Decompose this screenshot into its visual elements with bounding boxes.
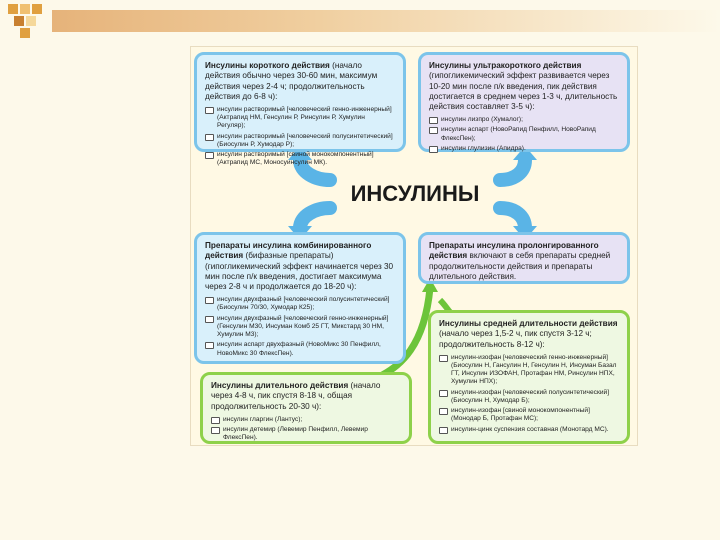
- list-item-text: инсулин растворимый [человеческий генно-инженерный] (Актрапид НМ, Генсулин Р, Ринсулин Р, Хумулин Регуляр);: [217, 106, 392, 130]
- list-item: [429, 116, 619, 124]
- drug-icon: [429, 117, 438, 124]
- long-acting-box: [200, 372, 412, 444]
- list-item: [439, 354, 619, 387]
- biphasic-text: (бифазные препараты) (гипогликемический эффект начинается через 30 мин после п/к введения, достигает максимума через 2-8 ч и продолжается до 18-20 ч):: [205, 251, 394, 291]
- ultra-short-intro: [429, 61, 619, 112]
- long-acting-intro: [211, 381, 401, 412]
- list-item-text: инсулин растворимый [человеческий полусинтетический] (Биосулин Р, Хумодар Р);: [217, 132, 393, 148]
- list-item: [439, 426, 619, 434]
- drug-icon: [439, 355, 448, 362]
- medium-acting-text: (начало через 1,5-2 ч, пик спустя 3-12 ч; продолжительность 8-12 ч):: [439, 329, 592, 349]
- drug-icon: [205, 342, 214, 349]
- short-acting-intro: [205, 61, 395, 102]
- drug-icon: [205, 316, 214, 323]
- drug-icon: [205, 107, 214, 114]
- list-item-text: инсулин глулизин (Апидра).: [441, 144, 526, 152]
- prolonged-intro: [429, 241, 619, 282]
- short-acting-heading: Инсулины короткого действия: [205, 61, 330, 70]
- list-item: [205, 296, 395, 312]
- drug-icon: [205, 152, 214, 159]
- biphasic-box: [194, 232, 406, 364]
- list-item: [205, 151, 395, 167]
- list-item: [205, 133, 395, 149]
- list-item: [205, 341, 395, 357]
- list-item: [439, 407, 619, 423]
- list-item-text: инсулин двухфазный [человеческий генно-инженерный] (Генсулин М30, Инсуман Комб 25 ГТ, Микстард 30 НМ, Хумулин М3);: [217, 314, 389, 339]
- prolonged-text: включают в себя препараты средней продолжительности действия и препараты длительного действия.: [429, 251, 611, 281]
- ultra-short-box: [418, 52, 630, 152]
- drug-icon: [205, 134, 214, 141]
- medium-acting-heading: Инсулины средней длительности действия: [439, 319, 618, 328]
- list-item: [429, 126, 619, 142]
- list-item: [439, 389, 619, 405]
- diagram-title: ИНСУЛИНЫ: [350, 181, 480, 206]
- short-acting-box: [194, 52, 406, 167]
- long-acting-list: [211, 416, 401, 443]
- drug-icon: [429, 146, 438, 153]
- list-item-text: инсулин-изофан [человеческий генно-инженерный] (Биосулин Н, Гансулин Н, Генсулин Н, Инсуман Базал ГТ, Инсулин ИЗОФАН, Протафан НМ, Ринсулин НПХ, Хумулин НПХ);: [451, 353, 617, 386]
- list-item: [205, 315, 395, 340]
- medium-acting-intro: [439, 319, 619, 350]
- prolonged-heading: Препараты инсулина пролонгированного действия: [429, 241, 599, 261]
- list-item-text: инсулин-изофан [человеческий полусинтетический] (Биосулин Н, Хумодар Б);: [451, 388, 610, 404]
- list-item-text: инсулин-изофан [свиной монокомпонентный] (Монодар Б, Протафан МС);: [451, 407, 590, 423]
- drug-icon: [439, 408, 448, 415]
- drug-icon: [211, 417, 220, 424]
- ultra-short-list: [429, 116, 619, 153]
- long-acting-heading: Инсулины длительного действия: [211, 381, 349, 390]
- long-acting-text: (начало через 4-8 ч, пик спустя 8-18 ч, общая продолжительность 20-30 ч):: [211, 381, 381, 411]
- list-item: [211, 426, 401, 442]
- list-item: [205, 106, 395, 131]
- drug-icon: [429, 127, 438, 134]
- list-item-text: инсулин аспарт двухфазный (НовоМикс 30 Пенфилл, НовоМикс 30 ФлексПен).: [217, 341, 381, 357]
- list-item: [211, 416, 401, 424]
- list-item-text: инсулин лизпро (Хумалог);: [441, 116, 523, 124]
- prolonged-box: [418, 232, 630, 284]
- medium-acting-list: [439, 354, 619, 434]
- drug-icon: [439, 390, 448, 397]
- drug-icon: [211, 427, 220, 434]
- list-item-text: инсулин гларгин (Лантус);: [223, 415, 303, 423]
- list-item-text: инсулин детемир (Левемир Пенфилл, Левемир ФлексПен).: [223, 425, 368, 442]
- list-item-text: инсулин аспарт (НовоРапид Пенфилл, НовоРапид ФлексПен);: [441, 126, 596, 142]
- biphasic-heading: Препараты инсулина комбинированного действия: [205, 241, 372, 261]
- ultra-short-text: (гипогликемический эффект развивается через 10-20 мин после п/к введения, пик действия достигается в среднем через 1-3 ч, длительность действия составляет 3-5 ч):: [429, 71, 618, 111]
- list-item-text: инсулин двухфазный [человеческий полусинтетический] (Биосулин 70/30, Хумодар К25);: [217, 296, 390, 312]
- drug-icon: [439, 427, 448, 434]
- ultra-short-heading: Инсулины ультракороткого действия: [429, 61, 582, 70]
- medium-acting-box: [428, 310, 630, 444]
- drug-icon: [205, 297, 214, 304]
- short-acting-list: [205, 106, 395, 168]
- biphasic-list: [205, 296, 395, 358]
- list-item-text: инсулин-цинк суспензия составная (Монотард МС).: [451, 425, 609, 433]
- list-item-text: инсулин растворимый [свиной монокомпонентный] (Актрапид МС, Моносуинсулин МК).: [217, 151, 374, 167]
- list-item: [429, 145, 619, 153]
- biphasic-intro: [205, 241, 395, 292]
- short-acting-text: (начало действия обычно через 30-60 мин, максимум действия через 2-4 ч; продолжительность действия до 6-8 ч):: [205, 61, 378, 101]
